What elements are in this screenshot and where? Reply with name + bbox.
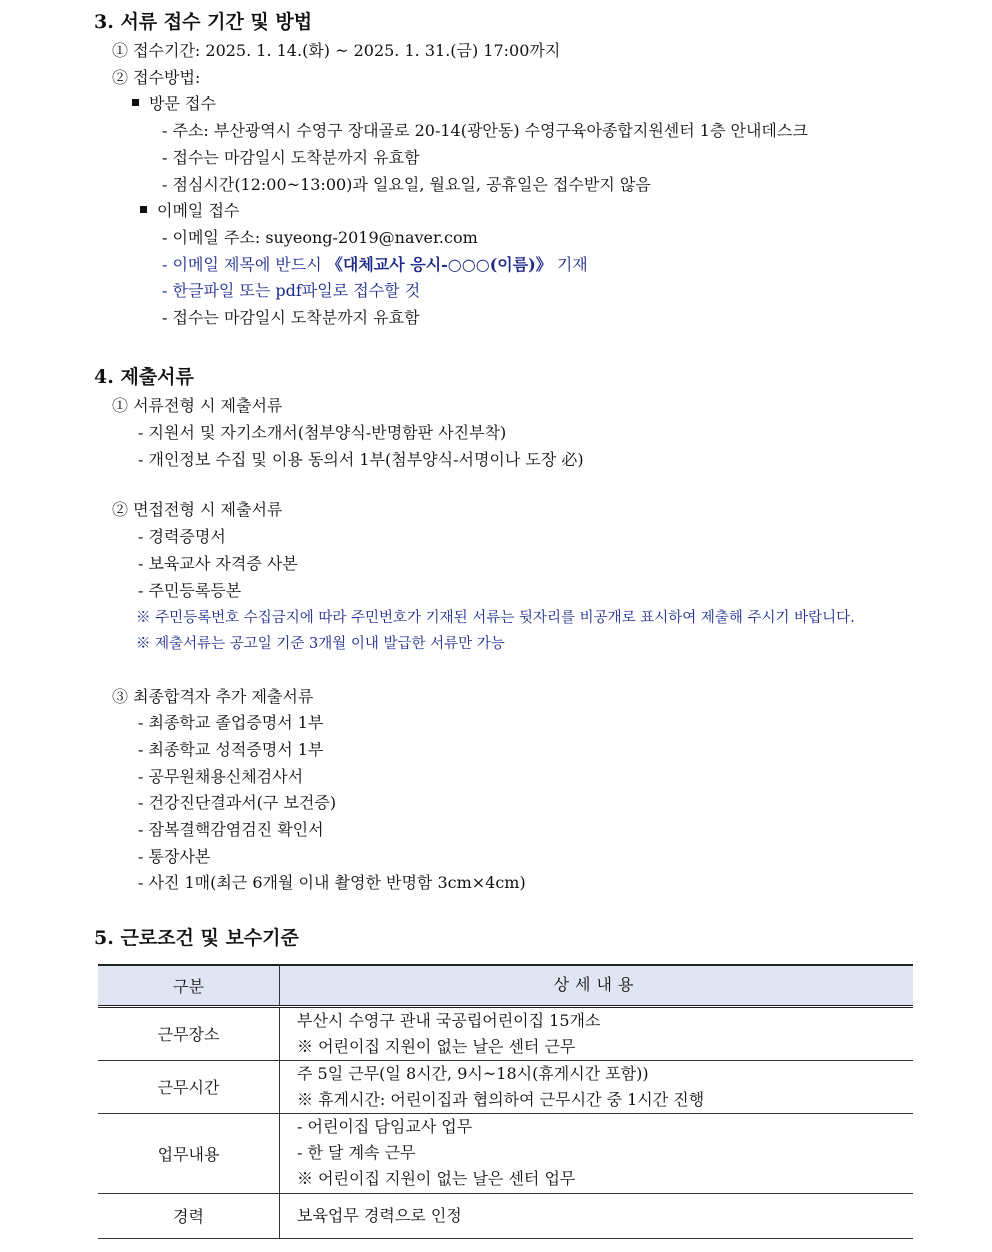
row-label: 업무내용 [98, 1113, 280, 1193]
header-details: 상세내용 [280, 965, 914, 1006]
list-item: - 통장사본 [138, 847, 211, 866]
list-item: - 최종학교 성적증명서 1부 [138, 740, 324, 759]
detail-line: ※ 어린이집 지원이 없는 날은 센터 근무 [297, 1036, 576, 1056]
list-item: - 접수는 마감일시 도착분까지 유효함 [162, 148, 420, 167]
submission-method-label: ② 접수방법: [112, 68, 201, 87]
table-row [98, 1006, 913, 1060]
detail-line: ※ 휴게시간: 어린이집과 협의하여 근무시간 중 1시간 진행 [297, 1089, 705, 1109]
list-item: - 주민등록등본 [138, 581, 242, 600]
detail-line: 보육업무 경력으로 인정 [297, 1205, 462, 1225]
list-item: - 잠복결핵감염검진 확인서 [138, 820, 324, 839]
list-item: - 점심시간(12:00~13:00)과 일요일, 월요일, 공휴일은 접수받지 않음 [162, 175, 651, 194]
row-details [280, 1060, 914, 1113]
email-subject-format: 《대체교사 응시-○○○(이름)》 [326, 255, 552, 274]
row-details [280, 1113, 914, 1193]
doc-screen-label: ① 서류전형 시 제출서류 [112, 396, 283, 415]
row-details [280, 1006, 914, 1060]
table-header-row [98, 965, 913, 1006]
detail-line: 주 5일 근무(일 8시간, 9시~18시(휴게시간 포함)) [297, 1063, 649, 1083]
email-file-format: - 한글파일 또는 pdf파일로 접수할 것 [162, 281, 421, 300]
list-item: - 건강진단결과서(구 보건증) [138, 793, 337, 812]
detail-line: - 한 달 계속 근무 [297, 1143, 416, 1162]
notice-resident-number: ※ 주민등록번호 수집금지에 따라 주민번호가 기재된 서류는 뒷자리를 비공개로 표시하여 제출해 주시기 바랍니다. [136, 610, 855, 626]
list-item: - 경력증명서 [138, 527, 226, 546]
table-row [98, 1113, 913, 1193]
square-bullet-icon [132, 99, 139, 106]
email-submission-label: 이메일 접수 [157, 201, 240, 220]
header-category: 구분 [98, 965, 280, 1006]
row-label: 근무장소 [98, 1006, 280, 1060]
email-subject-post: 기재 [551, 255, 588, 274]
row-label: 경력 [98, 1193, 280, 1238]
list-item: - 개인정보 수집 및 이용 동의서 1부(첨부양식-서명이나 도장 必) [138, 450, 584, 469]
interview-label: ② 면접전형 시 제출서류 [112, 500, 283, 519]
final-docs-label: ③ 최종합격자 추가 제출서류 [112, 687, 314, 706]
list-item: - 주소: 부산광역시 수영구 장대골로 20-14(광안동) 수영구육아종합지원센터 1층 안내데스크 [162, 121, 808, 140]
email-submission-heading [140, 200, 239, 222]
email-subject-pre: - 이메일 제목에 반드시 [162, 255, 327, 274]
row-label: 근무시간 [98, 1060, 280, 1113]
work-conditions-table [98, 964, 913, 1239]
email-address: - 이메일 주소: suyeong-2019@naver.com [162, 228, 478, 247]
list-item: - 보육교사 자격증 사본 [138, 554, 298, 573]
submission-period: ① 접수기간: 2025. 1. 14.(화) ~ 2025. 1. 31.(금) 17:00까지 [112, 41, 561, 60]
detail-line: 부산시 수영구 관내 국공립어린이집 15개소 [297, 1010, 601, 1030]
visit-submission-heading [132, 93, 216, 115]
section-3-title: 3. 서류 접수 기간 및 방법 [94, 11, 313, 33]
table-row [98, 1193, 913, 1238]
list-item: - 사진 1매(최근 6개월 이내 촬영한 반명함 3cm×4cm) [138, 873, 526, 892]
square-bullet-icon [140, 206, 147, 213]
section-4-title: 4. 제출서류 [94, 366, 194, 388]
detail-line: ※ 어린이집 지원이 없는 날은 센터 업무 [297, 1169, 576, 1188]
notice-issue-period: ※ 제출서류는 공고일 기준 3개월 이내 발급한 서류만 가능 [136, 636, 505, 652]
list-item: - 최종학교 졸업증명서 1부 [138, 713, 324, 732]
email-deadline: - 접수는 마감일시 도착분까지 유효함 [162, 308, 420, 327]
visit-submission-label: 방문 접수 [149, 94, 216, 113]
table-row [98, 1060, 913, 1113]
list-item: - 지원서 및 자기소개서(첨부양식-반명함판 사진부착) [138, 423, 507, 442]
row-details [280, 1193, 914, 1238]
detail-line: - 어린이집 담임교사 업무 [297, 1117, 473, 1136]
list-item: - 공무원채용신체검사서 [138, 767, 304, 786]
email-subject-rule [162, 254, 588, 276]
section-5-title: 5. 근로조건 및 보수기준 [94, 927, 299, 949]
